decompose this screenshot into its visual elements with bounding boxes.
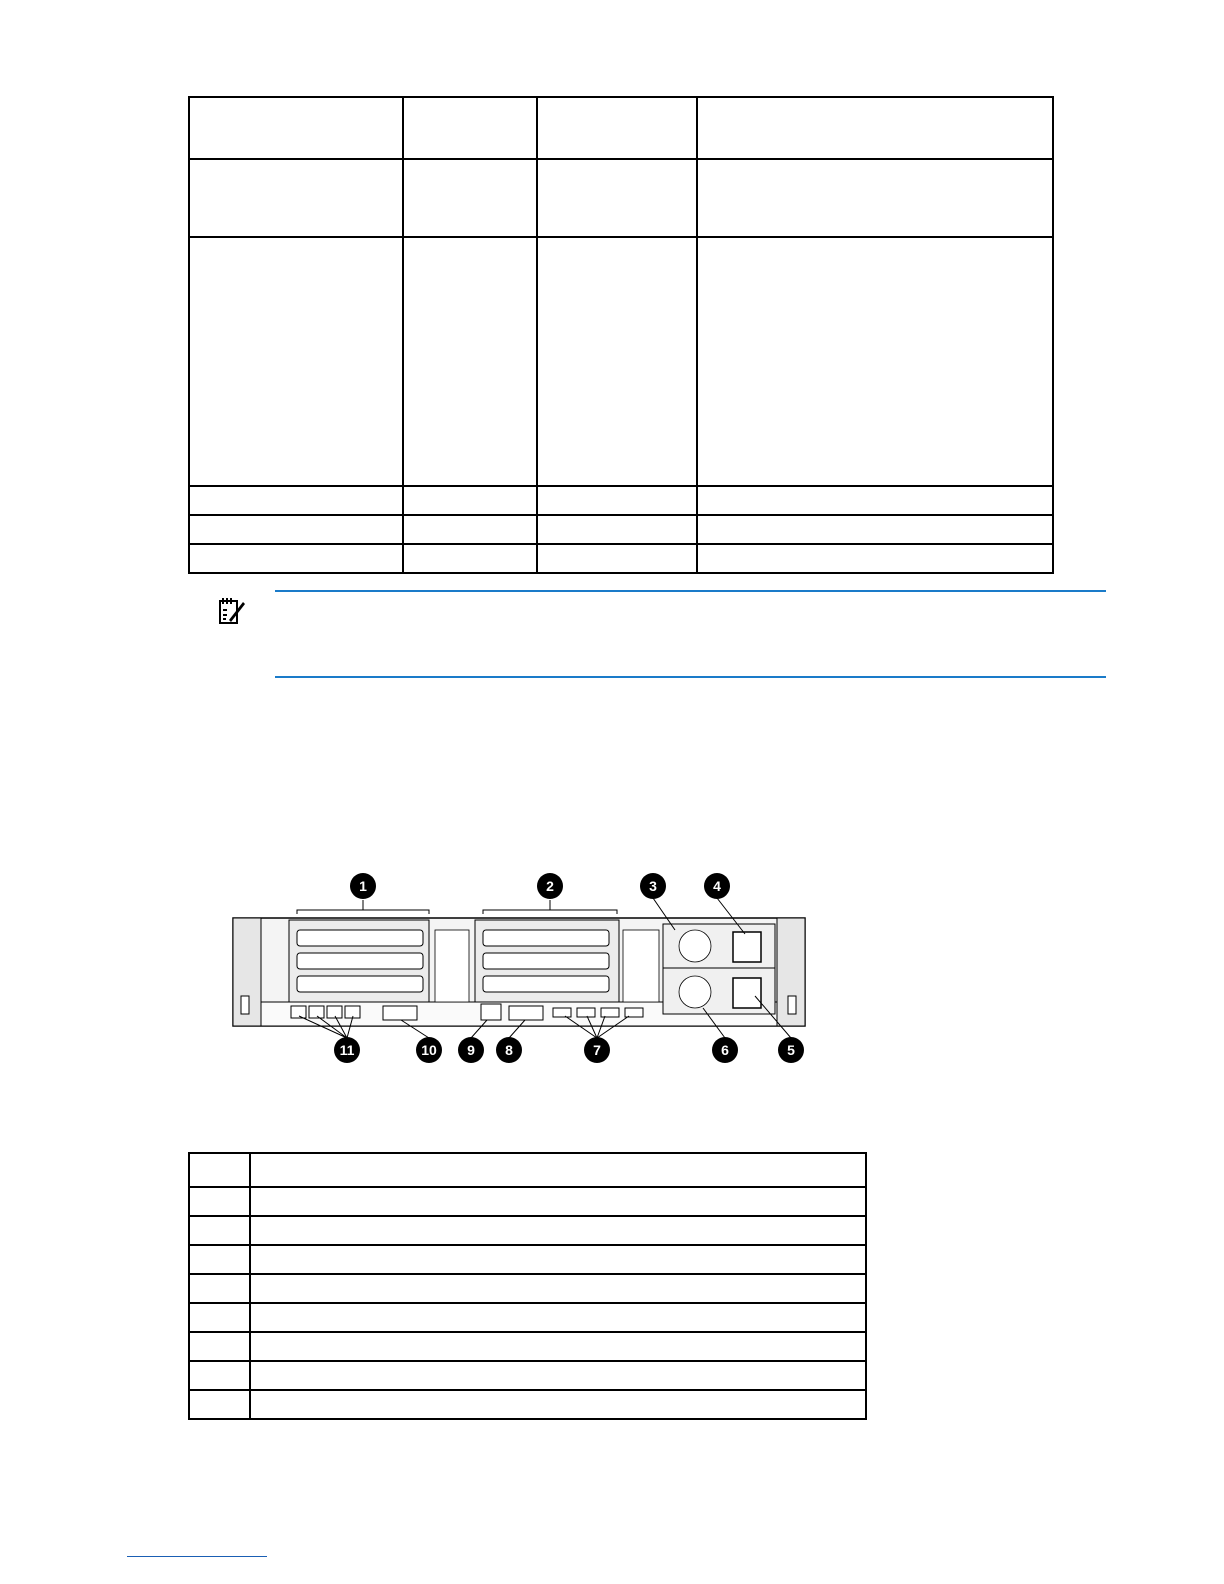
table-cell (403, 97, 537, 159)
table-row (189, 515, 1053, 544)
callout-number: 7 (593, 1042, 601, 1058)
table-cell (537, 515, 697, 544)
table-cell (250, 1245, 866, 1274)
table-cell (537, 544, 697, 573)
table-cell (250, 1303, 866, 1332)
table-cell (250, 1153, 866, 1187)
table-row (189, 1274, 866, 1303)
table-row (189, 1361, 866, 1390)
usb-port (577, 1008, 595, 1017)
table-cell (189, 486, 403, 515)
expansion-slot (297, 976, 423, 992)
important-note (210, 590, 1106, 678)
table-cell (697, 486, 1053, 515)
table-row (189, 159, 1053, 237)
table-cell (250, 1187, 866, 1216)
legend-table (188, 1152, 867, 1420)
table-cell (189, 1303, 250, 1332)
table-cell (250, 1216, 866, 1245)
video-port (509, 1006, 543, 1020)
expansion-slot (297, 953, 423, 969)
table-cell (250, 1361, 866, 1390)
usb-port (553, 1008, 571, 1017)
table-cell (403, 515, 537, 544)
usb-port (601, 1008, 619, 1017)
callout-number: 8 (505, 1042, 513, 1058)
table-cell (189, 1216, 250, 1245)
table-cell (697, 544, 1053, 573)
callout-number: 9 (467, 1042, 475, 1058)
vent-grille (435, 930, 469, 1002)
table-cell (537, 159, 697, 237)
table-cell (403, 159, 537, 237)
table-cell (403, 486, 537, 515)
notepad-pencil-icon (218, 596, 246, 626)
ilo-port (481, 1004, 501, 1020)
psu-fan (679, 930, 711, 962)
table-cell (189, 1153, 250, 1187)
table-cell (189, 1332, 250, 1361)
table-cell (189, 1187, 250, 1216)
nic-port (309, 1006, 324, 1018)
table-cell (189, 544, 403, 573)
callout-number: 1 (359, 878, 367, 894)
table-cell (697, 97, 1053, 159)
table-cell (189, 159, 403, 237)
table-cell (697, 237, 1053, 486)
serial-port (383, 1006, 417, 1020)
table-cell (250, 1332, 866, 1361)
power-connector (733, 932, 761, 962)
table-cell (403, 237, 537, 486)
table-row (189, 1153, 866, 1187)
callout-number: 11 (339, 1042, 355, 1058)
table-cell (250, 1390, 866, 1419)
expansion-slot (483, 976, 609, 992)
footer-link-underline[interactable] (127, 1556, 267, 1557)
callout-number: 5 (787, 1042, 795, 1058)
table-cell (250, 1274, 866, 1303)
table-cell (189, 1390, 250, 1419)
callout-number: 6 (721, 1042, 729, 1058)
table-cell (403, 544, 537, 573)
expansion-slot (297, 930, 423, 946)
table-row (189, 237, 1053, 486)
nic-port (327, 1006, 342, 1018)
psu-fan (679, 976, 711, 1008)
spec-table (188, 96, 1054, 574)
table-row (189, 1332, 866, 1361)
table-cell (189, 97, 403, 159)
callout-number: 2 (546, 878, 554, 894)
note-top-rule (275, 590, 1106, 592)
table-row (189, 1187, 866, 1216)
table-row (189, 1390, 866, 1419)
callout-number: 4 (713, 878, 721, 894)
table-row (189, 1245, 866, 1274)
table-cell (697, 159, 1053, 237)
table-row (189, 1303, 866, 1332)
note-bottom-rule (275, 676, 1106, 678)
table-cell (537, 486, 697, 515)
table-cell (189, 1274, 250, 1303)
left-handle (241, 996, 249, 1014)
usb-port (625, 1008, 643, 1017)
table-cell (189, 237, 403, 486)
nic-port (291, 1006, 306, 1018)
table-row (189, 544, 1053, 573)
right-handle (788, 996, 796, 1014)
rear-panel-figure (225, 868, 825, 1068)
table-cell (537, 97, 697, 159)
callout-number: 3 (649, 878, 657, 894)
table-cell (189, 1245, 250, 1274)
table-cell (537, 237, 697, 486)
table-cell (697, 515, 1053, 544)
callout-number: 10 (421, 1042, 437, 1058)
table-row (189, 486, 1053, 515)
table-cell (189, 515, 403, 544)
power-connector (733, 978, 761, 1008)
table-row (189, 1216, 866, 1245)
expansion-slot (483, 930, 609, 946)
table-cell (189, 1361, 250, 1390)
expansion-slot (483, 953, 609, 969)
table-row (189, 97, 1053, 159)
vent-grille (623, 930, 659, 1002)
